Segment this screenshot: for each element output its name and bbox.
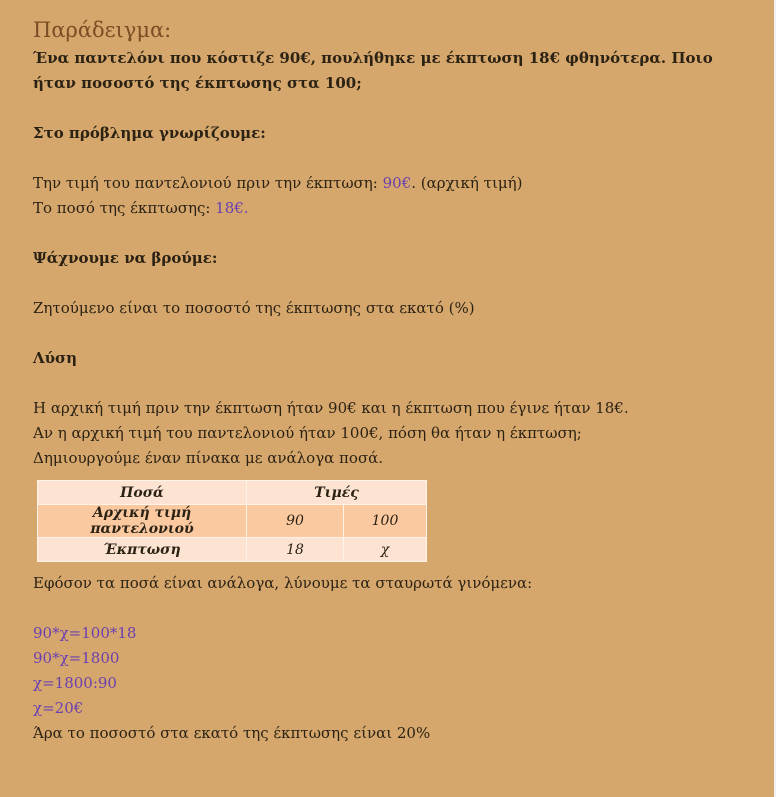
find-title: Ψάχνουμε να βρούμε: [33, 249, 218, 267]
equation-line: 90*χ=100*18 [33, 624, 137, 642]
after-table-text: Εφόσον τα ποσά είναι ανάλογα, λύνουμε τα σταυρωτά γινόμενα: [33, 574, 533, 592]
discount-value: 18€. [215, 199, 249, 217]
known-line-2-text: Το ποσό της έκπτωσης: [33, 199, 216, 217]
table-cell: 100 [344, 505, 427, 538]
original-price-value: 90€ [382, 174, 412, 192]
proportion-table [37, 480, 427, 562]
solution-line: Η αρχική τιμή πριν την έκπτωση ήταν 90€ και η έκπτωση που έγινε ήταν 18€. [33, 399, 629, 417]
solution-line: Αν η αρχική τιμή του παντελονιού ήταν 100€, πόση θα ήταν η έκπτωση; [33, 424, 582, 442]
table-header-row [38, 481, 427, 505]
solution-title: Λύση [33, 349, 78, 367]
known-line-1-text: Την τιμή του παντελονιού πριν την έκπτωση: [33, 174, 383, 192]
table-cell: 90 [247, 505, 344, 538]
known-title: Στο πρόβλημα γνωρίζουμε: [33, 124, 266, 142]
article-content [33, 16, 753, 746]
problem-statement: Ένα παντελόνι που κόστιζε 90€, πουλήθηκε με έκπτωση 18€ φθηνότερα. Ποιο ήταν ποσοστό της έκπτωσης στα 100; [33, 49, 713, 92]
table-cell: 18 [247, 538, 344, 562]
solution-line: Δημιουργούμε έναν πίνακα με ανάλογα ποσά. [33, 449, 384, 467]
known-line-1-suffix: . (αρχική τιμή) [411, 174, 523, 192]
equation-line: χ=20€ [33, 699, 84, 717]
equations-block [33, 621, 753, 721]
example-heading: Παράδειγμα: [33, 18, 172, 42]
known-line-2 [33, 196, 753, 221]
equation-line: 90*χ=1800 [33, 649, 120, 667]
table-cell: χ [344, 538, 427, 562]
table-header: Ποσά [38, 481, 247, 505]
find-text: Ζητούμενο είναι το ποσοστό της έκπτωσης στα εκατό (%) [33, 299, 475, 317]
table-row [38, 538, 427, 562]
table-header: Τιμές [247, 481, 427, 505]
table-cell: Αρχική τιμή παντελονιού [38, 505, 247, 538]
known-line-1 [33, 171, 753, 196]
conclusion-text: Άρα το ποσοστό στα εκατό της έκπτωσης είναι 20% [33, 724, 431, 742]
equation-line: χ=1800:90 [33, 674, 117, 692]
table-row [38, 505, 427, 538]
table-cell: Έκπτωση [38, 538, 247, 562]
